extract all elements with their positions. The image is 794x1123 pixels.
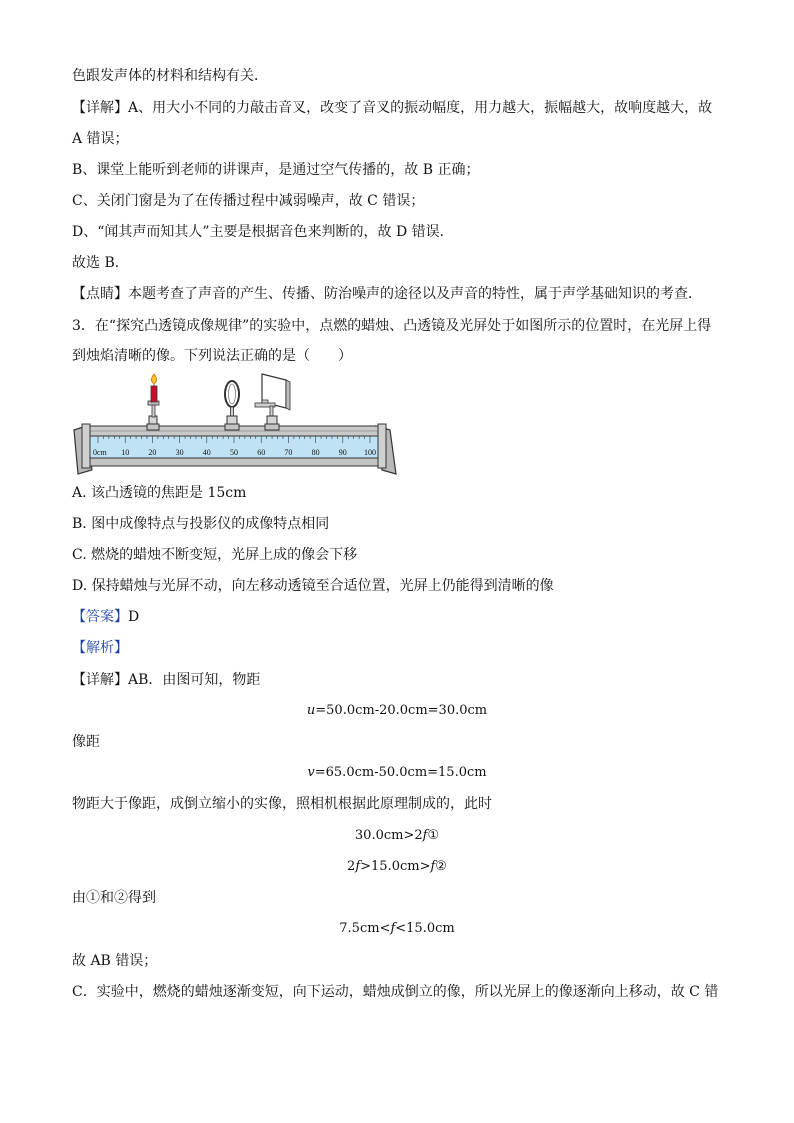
section-tag: 【点睛】 [72, 286, 128, 302]
bench-bottom-rail [84, 458, 384, 466]
convex-lens [225, 381, 239, 430]
optical-bench-svg [72, 372, 398, 480]
text-line: 像距 [72, 734, 100, 750]
ruler-tick-label: 30 [175, 448, 184, 457]
analysis-line [72, 638, 128, 658]
ruler-tick-label: 70 [284, 448, 293, 457]
equation-5 [0, 919, 794, 939]
var-f: f [422, 828, 428, 843]
eq-text: >15.0cm> [360, 859, 431, 874]
candle [151, 374, 157, 402]
option-d: D. 保持蜡烛与光屏不动，向左移动透镜至合适位置，光屏上仍能得到清晰的像 [72, 578, 554, 594]
question-3-line-2: 到烛焰清晰的像。下列说法正确的是（ ） [72, 348, 352, 364]
text-line: 由①和②得到 [72, 890, 156, 906]
eq-text: ② [435, 859, 447, 874]
detail-line [72, 670, 260, 690]
option-a: A. 该凸透镜的焦距是 15cm [72, 485, 247, 501]
eq-text: 30.0cm>2 [354, 828, 423, 843]
detail-tag: 【详解】 [72, 672, 128, 688]
option-b: B. 图中成像特点与投影仪的成像特点相同 [72, 516, 330, 532]
text-line: 物距大于像距，成倒立缩小的实像，照相机根据此原理制成的，此时 [72, 796, 492, 812]
eq-text: <15.0cm [395, 921, 455, 936]
eq-text: 2 [347, 859, 356, 874]
light-screen [255, 374, 290, 430]
text-line: 色跟发声体的材料和结构有关． [72, 68, 268, 84]
ruler-unit-label: 0cm [93, 448, 107, 457]
ruler-tick-label: 100 [364, 448, 376, 457]
text-line: C、关闭门窗是为了在传播过程中减弱噪声，故 C 错误； [72, 193, 425, 209]
text-line: 故 AB 错误； [72, 953, 158, 969]
ruler-tick-label: 60 [257, 448, 266, 457]
optical-bench-figure [72, 372, 398, 480]
text-line [72, 284, 702, 304]
eq-text: =65.0cm-50.0cm=15.0cm [314, 765, 487, 780]
ruler-tick-label: 50 [230, 448, 238, 457]
ruler-tick-label: 40 [202, 448, 211, 457]
question-3-line-1: 3．在“探究凸透镜成像规律”的实验中，点燃的蜡烛、凸透镜及光屏处于如图所示的位置时，在光屏上得 [72, 318, 712, 334]
eq-text: 7.5cm< [339, 921, 391, 936]
ruler-tick-label: 80 [311, 448, 320, 457]
analysis-tag: 【解析】 [72, 640, 128, 656]
answer-tag: 【答案】 [72, 609, 128, 625]
var-f: f [390, 921, 396, 936]
text-span: AB．由图可知，物距 [128, 672, 261, 688]
var-u: u [306, 703, 316, 718]
text-span: A、用大小不同的力敲击音叉，改变了音叉的振动幅度，用力越大，振幅越大，故响度越大，故 [128, 100, 713, 116]
text-line [72, 98, 712, 118]
candle-holder [147, 401, 159, 430]
eq-text: ① [427, 828, 440, 843]
var-f: f [355, 859, 361, 874]
ruler-tick-label: 10 [121, 448, 130, 457]
text-line: B、课堂上能听到老师的讲课声，是通过空气传播的，故 B 正确； [72, 162, 480, 178]
text-line: D、“闻其声而知其人”主要是根据音色来判断的，故 D 错误． [72, 224, 454, 240]
ruler-tick-label: 90 [338, 448, 347, 457]
text-line: C．实验中，燃烧的蜡烛逐渐变短，向下运动，蜡烛成倒立的像，所以光屏上的像逐渐向上移动，故 C 错 [72, 984, 719, 1000]
flame [151, 374, 156, 384]
var-f: f [430, 859, 436, 874]
equation-v [0, 763, 794, 783]
section-tag: 【详解】 [72, 100, 128, 116]
text-line: A 错误； [72, 131, 129, 147]
text-line: 故选 B． [72, 255, 129, 271]
option-c: C. 燃烧的蜡烛不断变短，光屏上成的像会下移 [72, 547, 358, 563]
equation-3 [0, 826, 794, 846]
answer-value: D [128, 609, 140, 625]
text-span: 本题考查了声音的产生、传播、防治噪声的途径以及声音的特性，属于声学基础知识的考查． [128, 286, 702, 302]
equation-4 [0, 857, 794, 877]
eq-text: =50.0cm-20.0cm=30.0cm [315, 703, 488, 718]
equation-u [0, 701, 794, 721]
var-v: v [307, 765, 315, 780]
ruler-tick-label: 20 [148, 448, 157, 457]
answer-line [72, 607, 139, 627]
